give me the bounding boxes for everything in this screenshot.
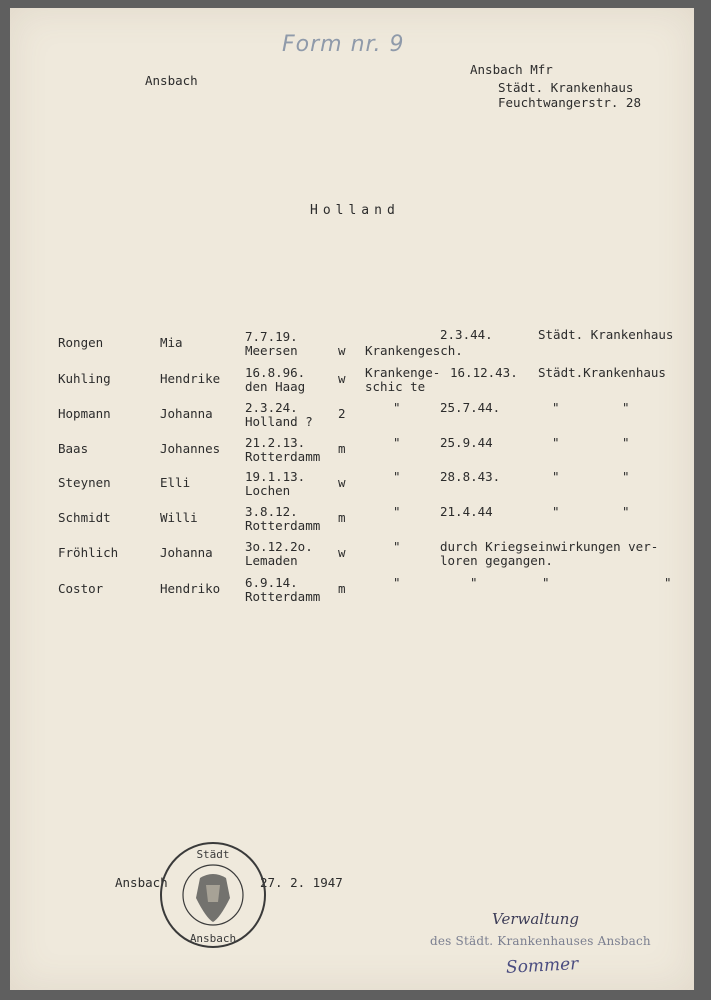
date-cell: 21.4.44 [440,504,493,519]
date-cell: durch Kriegseinwirkungen ver- loren gegangen. [440,539,659,568]
birth-date-cell: 19.1.13. [245,469,306,484]
sex-cell: m [338,441,346,456]
surname-cell: Rongen [58,335,104,350]
surname-cell: Fröhlich [58,545,119,560]
surname-cell: Steynen [58,475,111,490]
signature: Sommer [505,954,579,978]
birth-place-cell: Lochen [245,483,291,498]
first-name-cell: Mia [160,335,183,350]
note-cell: " [393,575,401,590]
location-cell: " [552,504,560,519]
birth-date-cell: 7.7.19. [245,329,298,344]
surname-cell: Costor [58,581,104,596]
note-cell: " [393,400,401,415]
birth-date-cell: 16.8.96. [245,365,306,380]
date-cell: 2.3.44. [440,327,493,342]
first-name-cell: Willi [160,510,198,525]
extra-cell: " [664,575,672,590]
location-cell: " [542,575,550,590]
sender-place: Ansbach [145,73,198,88]
admin-label: Verwaltung [492,910,580,928]
address-line-3: Feuchtwangerstr. 28 [498,95,641,110]
location-cell: " [552,435,560,450]
sex-cell: w [338,343,346,358]
date-cell: 25.9.44 [440,435,493,450]
sex-cell: w [338,545,346,560]
birth-date-cell: 6.9.14. [245,575,298,590]
sex-cell: m [338,581,346,596]
sex-cell: m [338,510,346,525]
svg-text:Städt: Städt [196,848,230,861]
svg-text:Ansbach: Ansbach [189,932,237,945]
first-name-cell: Johanna [160,545,213,560]
document-page [10,8,694,990]
birth-place-cell: Meersen [245,343,298,358]
date-cell: 28.8.43. [440,469,501,484]
extra-cell: " [622,469,630,484]
admin-stamp-text: des Städt. Krankenhauses Ansbach [430,934,651,948]
birth-place-cell: Lemaden [245,553,298,568]
surname-cell: Baas [58,441,89,456]
note-cell: Krankengesch. [365,343,463,358]
location-cell: " [552,469,560,484]
address-line-1: Ansbach Mfr [470,62,553,77]
birth-place-cell: den Haag [245,379,306,394]
note-cell: " [393,504,401,519]
date-cell: 25.7.44. [440,400,501,415]
note-cell: Krankenge- schic te [365,365,441,394]
location-cell: Städt.Krankenhaus [538,365,666,380]
first-name-cell: Hendriko [160,581,221,596]
note-cell: " [393,539,401,554]
date-cell: " [470,575,478,590]
birth-date-cell: 21.2.13. [245,435,306,450]
pencil-annotation: Form nr. 9 [282,32,405,57]
date-cell: 16.12.43. [450,365,518,380]
document-title: Holland [310,203,400,218]
sex-cell: w [338,475,346,490]
first-name-cell: Johannes [160,441,221,456]
surname-cell: Hopmann [58,406,111,421]
sex-cell: 2 [338,406,346,421]
extra-cell: " [622,400,630,415]
round-stamp [158,840,268,950]
extra-cell: " [622,504,630,519]
first-name-cell: Hendrike [160,371,221,386]
extra-cell: " [622,435,630,450]
birth-date-cell: 2.3.24. [245,400,298,415]
birth-date-cell: 3.8.12. [245,504,298,519]
first-name-cell: Johanna [160,406,213,421]
sex-cell: w [338,371,346,386]
stamp-text [158,840,268,950]
birth-place-cell: Rotterdamm [245,518,321,533]
surname-cell: Kuhling [58,371,111,386]
surname-cell: Schmidt [58,510,111,525]
note-cell: " [393,435,401,450]
location-cell: Städt. Krankenhaus [538,327,674,342]
birth-place-cell: Rotterdamm [245,589,321,604]
location-cell: " [552,400,560,415]
address-line-2: Städt. Krankenhaus [498,80,634,95]
footer-date: 27. 2. 1947 [260,875,343,890]
first-name-cell: Elli [160,475,191,490]
footer-place: Ansbach [115,875,168,890]
birth-date-cell: 3o.12.2o. [245,539,313,554]
note-cell: " [393,469,401,484]
birth-place-cell: Rotterdamm [245,449,321,464]
birth-place-cell: Holland ? [245,414,313,429]
